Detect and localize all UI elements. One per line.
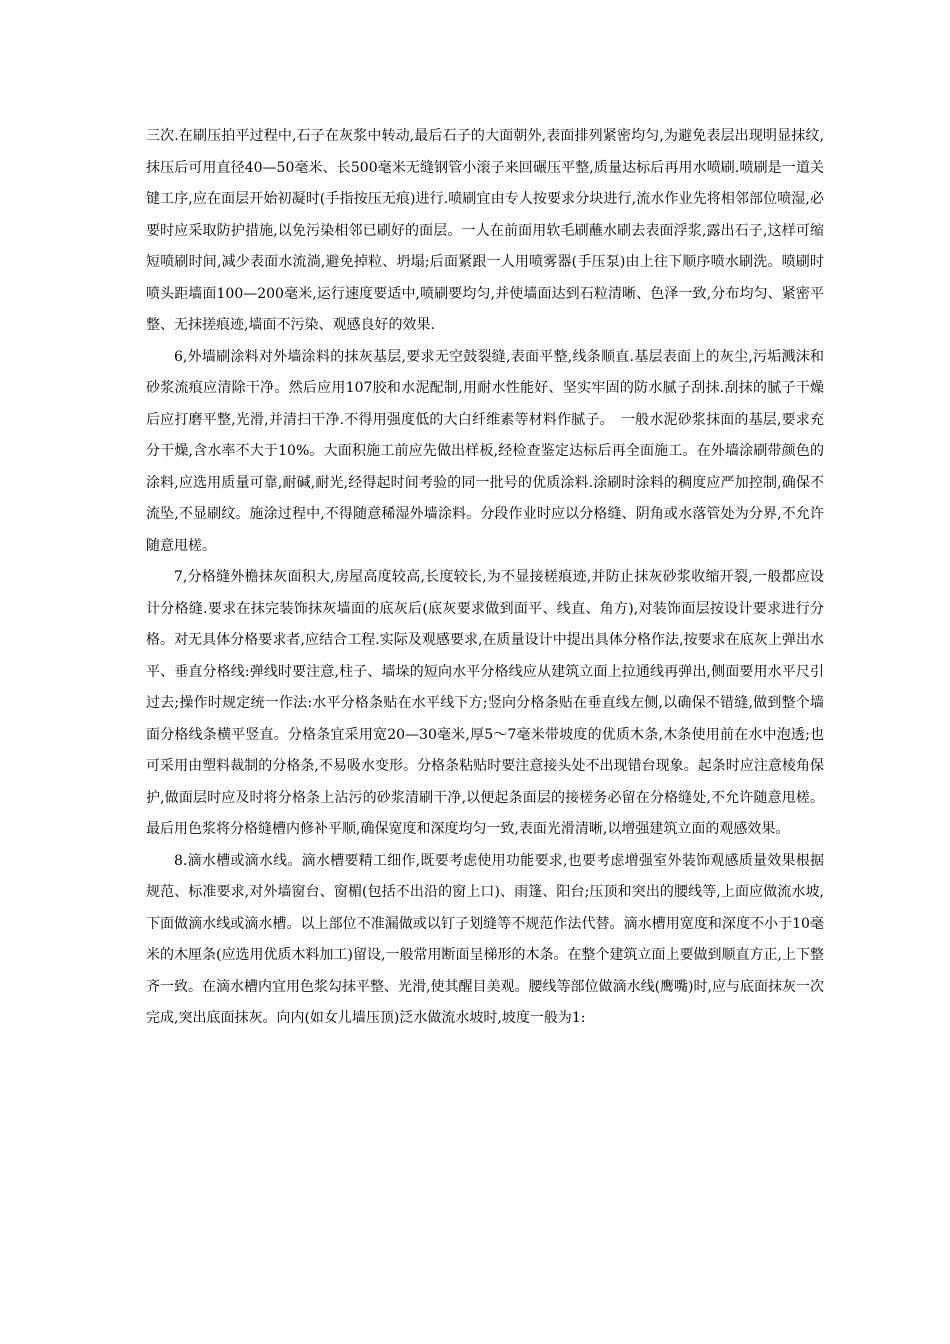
paragraph-exterior-wall-coating: 6,外墙刷涂料对外墙涂料的抹灰基层,要求无空鼓裂缝,表面平整,线条顺直.基层表面上的灰尘,污垢溅沫和砂浆流痕应清除干净。然后应用107胶和水泥配制,用耐水性能好、坚实牢固的防水腻子刮抹.刮抹的腻子干燥后应打磨平整,光滑,并清扫干净.不得用强度低的大白纤维素等材料作腻子。 一般水泥砂浆抹面的基层,要求充分干燥,含水率不大于10%。大面积施工前应先做出样板,经检查鉴定达标后再全面施工。在外墙涂刷带颜色的涂料,应选用质量可靠,耐碱,耐光,经得起时间考验的同一批号的优质涂料.涂刷时涂料的稠度应严加控制,确保不流坠,不显刷纹。施涂过程中,不得随意稀湿外墙涂料。分段作业时应以分格缝、阴角或水落管处为分界,不允许随意甩槎。 bbox=[146, 348, 824, 554]
paragraph-dividing-joints: 7,分格缝外檐抹灰面积大,房屋高度较高,长度较长,为不显接槎痕迹,并防止抹灰砂浆收缩开裂,一般都应设计分格缝.要求在抹完装饰抹灰墙面的底灰后(底灰要求做到面平、线直、角方),对装饰面层按设计要求进行分格。对无具体分格要求者,应结合工程.实际及观感要求,在质量设计中提出具体分格作法,按要求在底灰上弹出水平、垂直分格线:弹线时要注意,柱子、墙垛的短向水平分格线应从建筑立面上拉通线再弹出,侧面要用水平尺引过去;操作时规定统一作法:水平分格条贴在水平线下方;竖向分格条贴在垂直线左侧,以确保不错缝,做到整个墙面分格线条横平竖直。分格条宜采用宽20—30毫米,厚5～7毫米带坡度的优质木条,木条使用前在水中泡透;也可采用由塑料裁制的分格条,不易吸水变形。分格条粘贴时要注意接头处不出现错台现象。起条时应注意棱角保护,做面层时应及时将分格条上沾污的砂浆清刷干净,以便起条面层的接槎务必留在分格缝处,不允许随意甩槎。最后用色浆将分格缝槽内修补平顺,确保宽度和深度均匀一致,表面光滑清晰,以增强建筑立面的观感效果。 bbox=[146, 569, 824, 837]
paragraph-drip-groove: 8.滴水槽或滴水线。滴水槽要精工细作,既要考虑使用功能要求,也要考虑增强室外装饰观感质量效果根据规范、标准要求,对外墙窗台、窗楣(包括不出沿的窗上口)、雨篷、阳台;压顶和突出的腰线等,上面应做流水坡,下面做滴水线或滴水槽。以上部位不准漏做或以钉子划缝等不规范作法代替。滴水槽用宽度和深度不小于10毫米的木厘条(应选用优质木料加工)留设,一般常用断面呈梯形的木条。在整个建筑立面上要做到顺直方正,上下整齐一致。在滴水槽内宜用色浆勾抹平整、光滑,使其醒目美观。腰线等部位做滴水线(鹰嘴)时,应与底面抹灰一次完成,突出底面抹灰。向内(如女儿墙压顶)泛水做流水坡时,坡度一般为1: bbox=[146, 852, 824, 1026]
document-body bbox=[146, 121, 824, 1035]
paragraph-continuation: 三次.在刷压拍平过程中,石子在灰浆中转动,最后石子的大面朝外,表面排列紧密均匀,为避免表层出现明显抹纹,抹压后可用直径40—50毫米、长500毫米无缝钢管小滚子来回碾压平整,质量达标后再用水喷刷.喷刷是一道关键工序,应在面层开始初凝时(手指按压无痕)进行.喷刷宜由专人按要求分块进行,流水作业先将相邻部位喷湿,必要时应采取防护措施,以免污染相邻已刷好的面层。一人在前面用软毛刷蘸水刷去表面浮浆,露出石子,这样可缩短喷刷时间,减少表面水流淌,避免掉粒、坍塌;后面紧跟一人用喷雾器(手压泵)由上往下顺序喷水刷洗。喷刷时喷头距墙面100—200毫米,运行速度要适中,喷刷要均匀,并使墙面达到石粒清晰、色泽一致,分布均匀、紧密平整、无抹搓痕迹,墙面不污染、观感良好的效果. bbox=[146, 128, 824, 333]
